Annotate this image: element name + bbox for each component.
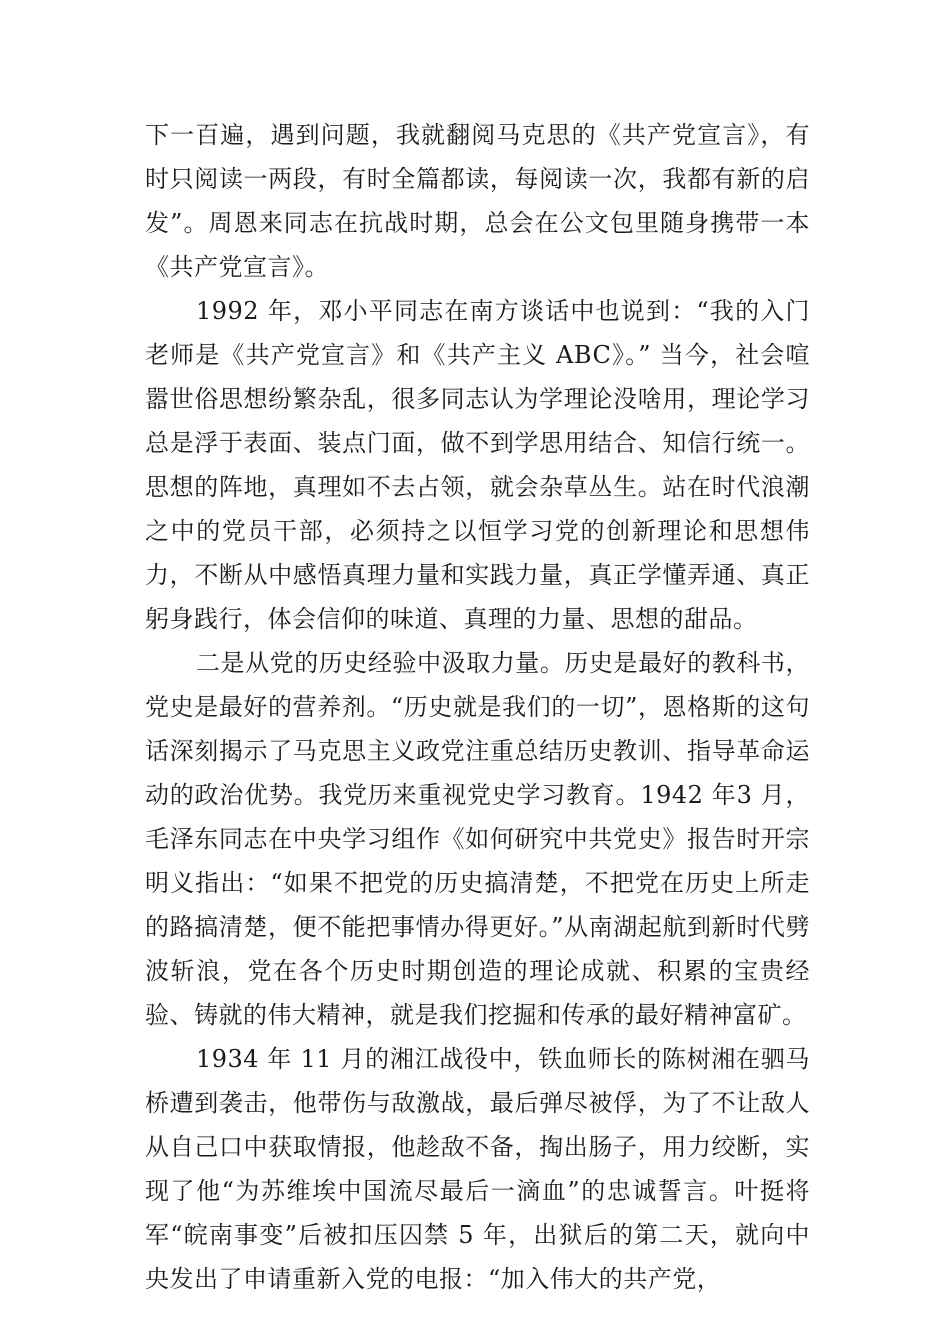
paragraph-party-history: 二是从党的历史经验中汲取力量。历史是最好的教科书，党史是最好的营养剂。“历史就是我们的一切”，恩格斯的这句话深刻揭示了马克思主义政党注重总结历史教训、指导革命运动的政治优势。我党历来重视党史学习教育。1942 年3 月，毛泽东同志在中央学习组作《如何研究中共党史》报告时开宗明义指出：“如果不把党的历史搞清楚，不把党在历史上所走的路搞清楚，便不能把事情办得更好。”从南湖起航到新时代劈波斩浪，党在各个历史时期创造的理论成就、积累的宝贵经验、铸就的伟大精神，就是我们挖掘和传承的最好精神富矿。 <box>145 649 810 1029</box>
paragraph-deng-xiaoping: 1992 年，邓小平同志在南方谈话中也说到：“我的入门老师是《共产党宣言》和《共产主义 ABC》。” 当今，社会喧嚣世俗思想纷繁杂乱，很多同志认为学理论没啥用，理论学习总是浮于表面、装点门面，做不到学思用结合、知信行统一。思想的阵地，真理如不去占领，就会杂草丛生。站在时代浪潮之中的党员干部，必须持之以恒学习党的创新理论和思想伟力，不断从中感悟真理力量和实践力量，真正学懂弄通、真正躬身践行，体会信仰的味道、真理的力量、思想的甜品。 <box>145 297 810 633</box>
document-page <box>145 113 810 1301</box>
paragraph-continuation: 下一百遍，遇到问题，我就翻阅马克思的《共产党宣言》，有时只阅读一两段，有时全篇都读，每阅读一次，我都有新的启发”。周恩来同志在抗战时期，总会在公文包里随身携带一本《共产党宣言》。 <box>145 121 810 281</box>
paragraph-xiangjiang-battle: 1934 年 11 月的湘江战役中，铁血师长的陈树湘在驷马桥遭到袭击，他带伤与敌激战，最后弹尽被俘，为了不让敌人从自己口中获取情报，他趁敌不备，掏出肠子，用力绞断，实现了他“为苏维埃中国流尽最后一滴血”的忠诚誓言。叶挺将军“皖南事变”后被扣压囚禁 5 年，出狱后的第二天，就向中央发出了申请重新入党的电报：“加入伟大的共产党， <box>145 1045 810 1293</box>
